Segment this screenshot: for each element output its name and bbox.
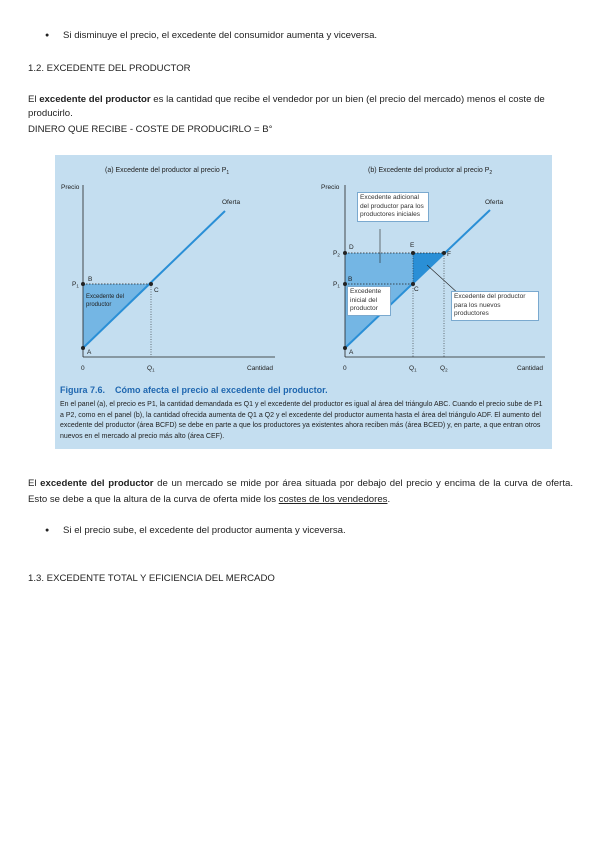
- para2-end: .: [387, 494, 391, 505]
- panel-a-title: (a) Excedente del productor al precio $P_1$: [105, 167, 230, 176]
- panel-a-p1: $P_1$: [72, 281, 79, 289]
- para2-mid: de un mercado se mide por área situada por debajo del precio y encima de la curva de oferta. Esto se debe a que la altura de la curva de oferta mide los: [28, 478, 573, 505]
- bullet-producer-surplus: ● Si el precio sube, el excedente del productor aumenta y viceversa.: [63, 524, 346, 538]
- panel-a-supply-label: Oferta: [222, 199, 241, 206]
- panel-b-q2: $Q_2$: [440, 365, 448, 373]
- para1-pre: El: [28, 94, 40, 105]
- formula-line: DINERO QUE RECIBE - COSTE DE PRODUCIRLO = B°: [28, 124, 273, 135]
- panel-b-xlabel: Cantidad: [517, 365, 544, 372]
- panel-b-q1: $Q_1$: [409, 365, 417, 373]
- panel-b-label-c: C: [414, 286, 419, 293]
- box-initial-surplus: Excedente inicial del productor: [347, 286, 391, 316]
- para2-bold: excedente del productor: [40, 478, 154, 489]
- figure-caption-body: En el panel (a), el precio es P1, la cantidad demandada es Q1 y el excedente del productor es igual al área del triángulo ABC. Cuando el precio sube de P1 a P2, como en el panel (b), la cantidad ofrecida aumenta de Q1 a Q2 y el excedente del productor aumenta hasta el área del triángulo ADF. El aumento del excedente del productor (área BCFD) se debe en parte a que los productores ya existentes ahora reciben más (área BCED) y, en parte, a que entran otros nuevos en el mercado al precio más alto (área CEF).: [60, 401, 543, 440]
- panel-a-point-a: [81, 346, 85, 350]
- panel-b-origin: 0: [343, 365, 347, 372]
- box-new-producers: Excedente del productor para los nuevos productores: [451, 291, 539, 321]
- panel-b-additional-area: [345, 253, 413, 284]
- para1-rest: es la cantidad que recibe el vendedor por un bien (el precio del mercado) menos el coste de producirlo.: [28, 94, 545, 119]
- panel-a-label-b: B: [88, 276, 93, 283]
- panel-b-p1: $P_1$: [333, 281, 340, 289]
- panel-b-point-d: [343, 251, 347, 255]
- panel-a-point-b: [81, 282, 85, 286]
- panel-b-label-b: B: [348, 276, 353, 283]
- panel-a: [61, 167, 275, 373]
- panel-b-label-d: D: [349, 244, 354, 251]
- panel-b-title: (b) Excedente del productor al precio $P_2$: [368, 167, 493, 176]
- panel-a-supply-line: [83, 211, 225, 348]
- paragraph-definition: [28, 93, 573, 121]
- figure-graphs: [55, 155, 552, 385]
- panel-a-q1: $Q_1$: [147, 365, 155, 373]
- panel-b-label-a: A: [349, 349, 354, 356]
- heading-producer-surplus: 1.2. EXCEDENTE DEL PRODUCTOR: [28, 63, 191, 74]
- panel-a-point-c: [149, 282, 153, 286]
- panel-b-ylabel: Precio: [321, 184, 340, 191]
- panel-b-label-f: F: [447, 251, 451, 258]
- panel-b-point-f: [442, 251, 446, 255]
- figure-caption-heading: [60, 385, 328, 395]
- figure-caption-title: Cómo afecta el precio al excedente del productor.: [115, 385, 328, 395]
- link-seller-costs[interactable]: costes de los vendedores: [278, 494, 388, 505]
- figure-caption-label: Figura 7.6.: [60, 385, 106, 395]
- heading-total-surplus: 1.3. EXCEDENTE TOTAL Y EFICIENCIA DEL MERCADO: [28, 573, 275, 584]
- panel-a-xlabel: Cantidad: [247, 365, 274, 372]
- para1-bold: excedente del productor: [39, 94, 151, 105]
- panel-b-label-e: E: [410, 242, 415, 249]
- para2-pre: El: [28, 478, 41, 489]
- panel-a-area-label: Excedente del productor: [86, 294, 125, 308]
- panel-a-ylabel: Precio: [61, 184, 80, 191]
- panel-a-label-c: C: [154, 287, 159, 294]
- figure-7-6: [55, 155, 552, 449]
- panel-b: [321, 167, 545, 373]
- panel-b-p2: $P_2$: [333, 250, 340, 258]
- panel-b-point-e: [411, 251, 415, 255]
- box-additional-surplus: Excedente adicional del productor para los productores iniciales: [357, 192, 429, 222]
- panel-a-label-a: A: [87, 349, 92, 356]
- panel-a-origin: 0: [81, 365, 85, 372]
- panel-b-point-a: [343, 346, 347, 350]
- paragraph-measure: [28, 476, 573, 508]
- bullet-consumer-surplus: ● Si disminuye el precio, el excedente del consumidor aumenta y viceversa.: [63, 29, 377, 43]
- panel-b-supply-label: Oferta: [485, 199, 504, 206]
